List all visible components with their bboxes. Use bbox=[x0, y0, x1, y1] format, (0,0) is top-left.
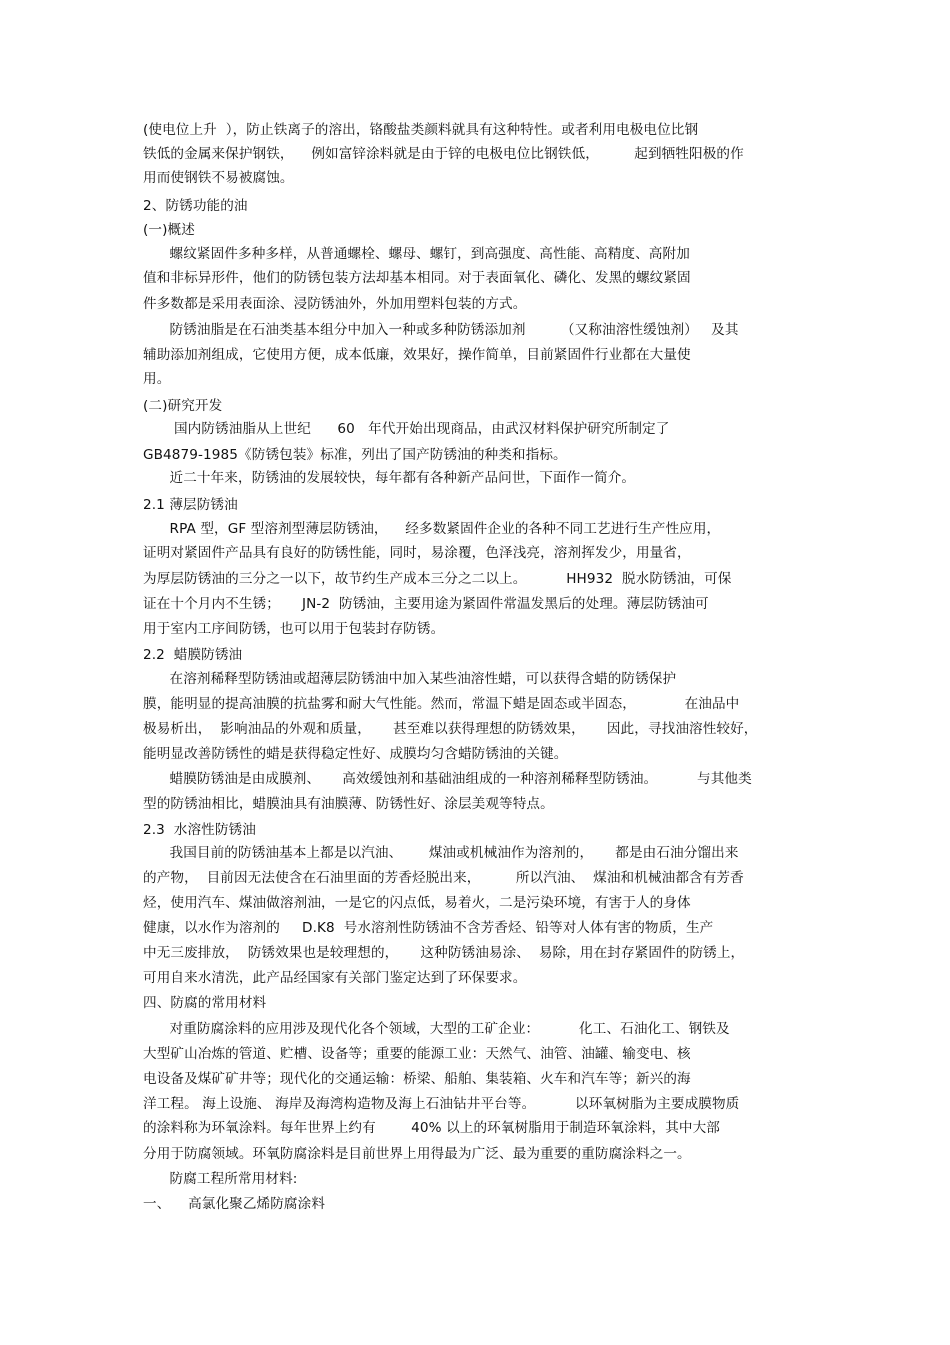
text-line: 电设备及煤矿矿井等；现代化的交通运输：桥梁、船舶、集装箱、火车和汽车等；新兴的海 bbox=[143, 1071, 691, 1087]
text-line: 螺纹紧固件多种多样，从普通螺栓、螺母、螺钉，到高强度、高性能、高精度、高附加 bbox=[143, 246, 690, 262]
text-line: 近二十年来，防锈油的发展较快，每年都有各种新产品问世，下面作一简介。 bbox=[143, 470, 636, 486]
text-line: 值和非标异形件，他们的防锈包装方法却基本相同。对于表面氧化、磷化、发黑的螺纹紧固 bbox=[143, 270, 691, 286]
text-line: 烃，使用汽车、煤油做溶剂油，一是它的闪点低，易着火，二是污染环境，有害于人的身体 bbox=[143, 895, 691, 911]
text-line: RPA 型，GF 型溶剂型薄层防锈油， 经多数紧固件企业的各种不同工艺进行生产性应用， bbox=[143, 521, 721, 537]
section-heading: 2、防锈功能的油 bbox=[143, 198, 248, 214]
text-line: 防腐工程所常用材料: bbox=[143, 1171, 298, 1187]
text-line: 用。 bbox=[143, 371, 171, 387]
text-line: 型的防锈油相比，蜡膜油具有油膜薄、防锈性好、涂层美观等特点。 bbox=[143, 796, 554, 812]
text-line: (使电位上升 ），防止铁离子的溶出，铬酸盐类颜料就具有这种特性。或者利用电极电位比钢 bbox=[143, 122, 699, 138]
text-line: 对重防腐涂料的应用涉及现代化各个领域，大型的工矿企业： 化工、石油化工、钢铁及 bbox=[143, 1021, 730, 1037]
text-line: 证明对紧固件产品具有良好的防锈性能，同时，易涂覆，色泽浅亮，溶剂挥发少，用量省， bbox=[143, 545, 691, 561]
text-line: 证在十个月内不生锈； JN-2 防锈油，主要用途为紧固件常温发黑后的处理。薄层防锈油可 bbox=[143, 596, 709, 612]
text-line: 防锈油脂是在石油类基本组分中加入一种或多种防锈添加剂 （又称油溶性缓蚀剂） 及其 bbox=[143, 322, 739, 338]
text-line: 件多数都是采用表面涂、浸防锈油外，外加用塑料包装的方式。 bbox=[143, 296, 527, 312]
text-line: 辅助添加剂组成，它使用方便，成本低廉，效果好，操作简单，目前紧固件行业都在大量使 bbox=[143, 347, 691, 363]
text-line: 可用自来水清洗，此产品经国家有关部门鉴定达到了环保要求。 bbox=[143, 970, 527, 986]
text-line: 能明显改善防锈性的蜡是获得稳定性好、成膜均匀含蜡防锈油的关键。 bbox=[143, 746, 568, 762]
text-line: GB4879-1985《防锈包装》标准，列出了国产防锈油的种类和指标。 bbox=[143, 447, 567, 463]
text-line: 用而使钢铁不易被腐蚀。 bbox=[143, 170, 294, 186]
text-line: 用于室内工序间防锈，也可以用于包装封存防锈。 bbox=[143, 621, 445, 637]
text-line: 为厚层防锈油的三分之一以下，故节约生产成本三分之二以上。 HH932 脱水防锈油，可保 bbox=[143, 571, 732, 587]
text-line: 健康，以水作为溶剂的 D.K8 号水溶剂性防锈油不含芳香烃、铅等对人体有害的物质，生产 bbox=[143, 920, 714, 936]
section-heading: 2.3 水溶性防锈油 bbox=[143, 822, 256, 838]
text-line: 在溶剂稀释型防锈油或超薄层防锈油中加入某些油溶性蜡，可以获得含蜡的防锈保护 bbox=[143, 671, 677, 687]
text-line: 大型矿山冶炼的管道、贮槽、设备等；重要的能源工业：天然气、油管、油罐、输变电、核 bbox=[143, 1046, 691, 1062]
text-line: 我国目前的防锈油基本上都是以汽油、 煤油或机械油作为溶剂的， 都是由石油分馏出来 bbox=[143, 845, 739, 861]
text-line: 分用于防腐领域。环氧防腐涂料是目前世界上用得最为广泛、最为重要的重防腐涂料之一。 bbox=[143, 1146, 691, 1162]
text-line: 国内防锈油脂从上世纪 60 年代开始出现商品，由武汉材料保护研究所制定了 bbox=[143, 421, 670, 437]
text-line: 洋工程。 海上设施、 海岸及海湾构造物及海上石油钻井平台等。 以环氧树脂为主要成膜物质 bbox=[143, 1096, 740, 1112]
section-heading: 四、防腐的常用材料 bbox=[143, 995, 267, 1011]
subsection-heading: (一)概述 bbox=[143, 222, 195, 238]
text-line: 膜，能明显的提高油膜的抗盐雾和耐大气性能。然而，常温下蜡是固态或半固态， 在油品中 bbox=[143, 696, 740, 712]
text-line: 极易析出， 影响油品的外观和质量， 甚至难以获得理想的防锈效果， 因此，寻找油溶性较好， bbox=[143, 721, 758, 737]
subsection-heading: (二)研究开发 bbox=[143, 398, 223, 414]
text-line: 蜡膜防锈油是由成膜剂、 高效缓蚀剂和基础油组成的一种溶剂稀释型防锈油。 与其他类 bbox=[143, 771, 752, 787]
text-line: 铁低的金属来保护钢铁， 例如富锌涂料就是由于锌的电极电位比钢铁低， 起到牺牲阳极的作 bbox=[143, 146, 744, 162]
text-line: 中无三废排放， 防锈效果也是较理想的， 这种防锈油易涂、 易除，用在封存紧固件的防锈上， bbox=[143, 945, 745, 961]
section-heading: 一、 高氯化聚乙烯防腐涂料 bbox=[143, 1196, 326, 1212]
text-line: 的产物， 目前因无法使含在石油里面的芳香烃脱出来， 所以汽油、 煤油和机械油都含有芳香 bbox=[143, 870, 744, 886]
section-heading: 2.2 蜡膜防锈油 bbox=[143, 647, 243, 663]
section-heading: 2.1 薄层防锈油 bbox=[143, 497, 238, 513]
text-line: 的涂料称为环氧涂料。每年世界上约有 40% 以上的环氧树脂用于制造环氧涂料，其中大部 bbox=[143, 1120, 720, 1136]
